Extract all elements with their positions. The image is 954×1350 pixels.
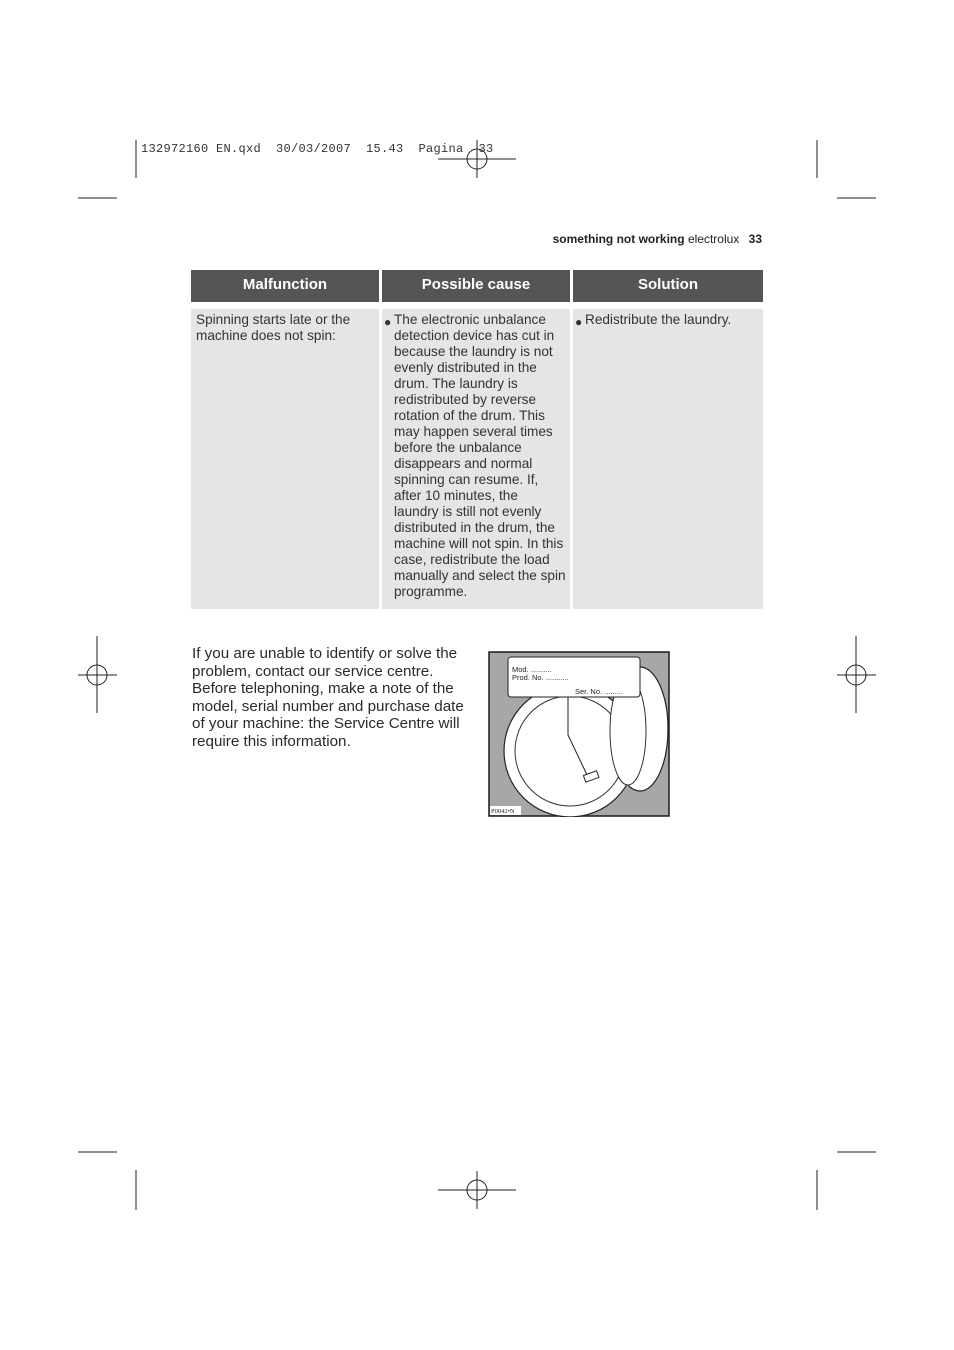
rating-plate-model: Mod. .......... xyxy=(512,665,552,674)
cause-cell xyxy=(382,309,570,609)
service-contact-paragraph: If you are unable to identify or solve the problem, contact our service centre. Before telephoning, make a note of the model, serial number and purchase date of your machine: the Service Centre will require this information. xyxy=(192,645,464,750)
malfunction-text: Spinning starts late or the machine does not spin: xyxy=(196,312,351,343)
running-header xyxy=(553,232,762,246)
column-header-solution: Solution xyxy=(573,270,763,302)
malfunction-cell xyxy=(191,309,379,609)
page-number: 33 xyxy=(748,232,762,246)
solution-text: Redistribute the laundry. xyxy=(585,312,732,327)
cause-text: The electronic unbalance detection device has cut in because the laundry is not evenly distributed in the drum. The laundry is redistributed by reverse rotation of the drum. This may happen several times before the unbalance disappears and normal spinning can resume. If, after 10 minutes, the laundry is still not evenly distributed in the drum, the machine will not spin. In this case, redistribute the load manually and select the spin programme. xyxy=(394,312,566,599)
rating-plate-prod: Prod. No. ........... xyxy=(512,673,569,682)
registration-mark-left xyxy=(78,636,117,713)
table-row xyxy=(191,309,763,609)
bullet-icon: ● xyxy=(384,315,392,329)
cause-bullet-item xyxy=(386,312,566,600)
solution-bullet-item xyxy=(577,312,759,332)
registration-mark-bottom xyxy=(438,1171,516,1209)
file-slug: 132972160 EN.qxd 30/03/2007 15.43 Pagina 33 xyxy=(141,142,494,156)
table-header-row xyxy=(191,270,763,302)
header-brand: electrolux xyxy=(687,232,740,246)
illustration-code: P0042•N xyxy=(491,808,515,815)
bullet-icon: ● xyxy=(575,315,583,329)
washing-machine-door-illustration xyxy=(488,651,670,817)
troubleshooting-table xyxy=(191,270,763,609)
column-header-malfunction: Malfunction xyxy=(191,270,379,302)
rating-plate-serial: Ser. No. ......... xyxy=(575,687,623,696)
registration-mark-right xyxy=(837,636,876,713)
column-header-cause: Possible cause xyxy=(382,270,570,302)
solution-cell xyxy=(573,309,763,609)
header-section: something not working xyxy=(552,232,685,246)
